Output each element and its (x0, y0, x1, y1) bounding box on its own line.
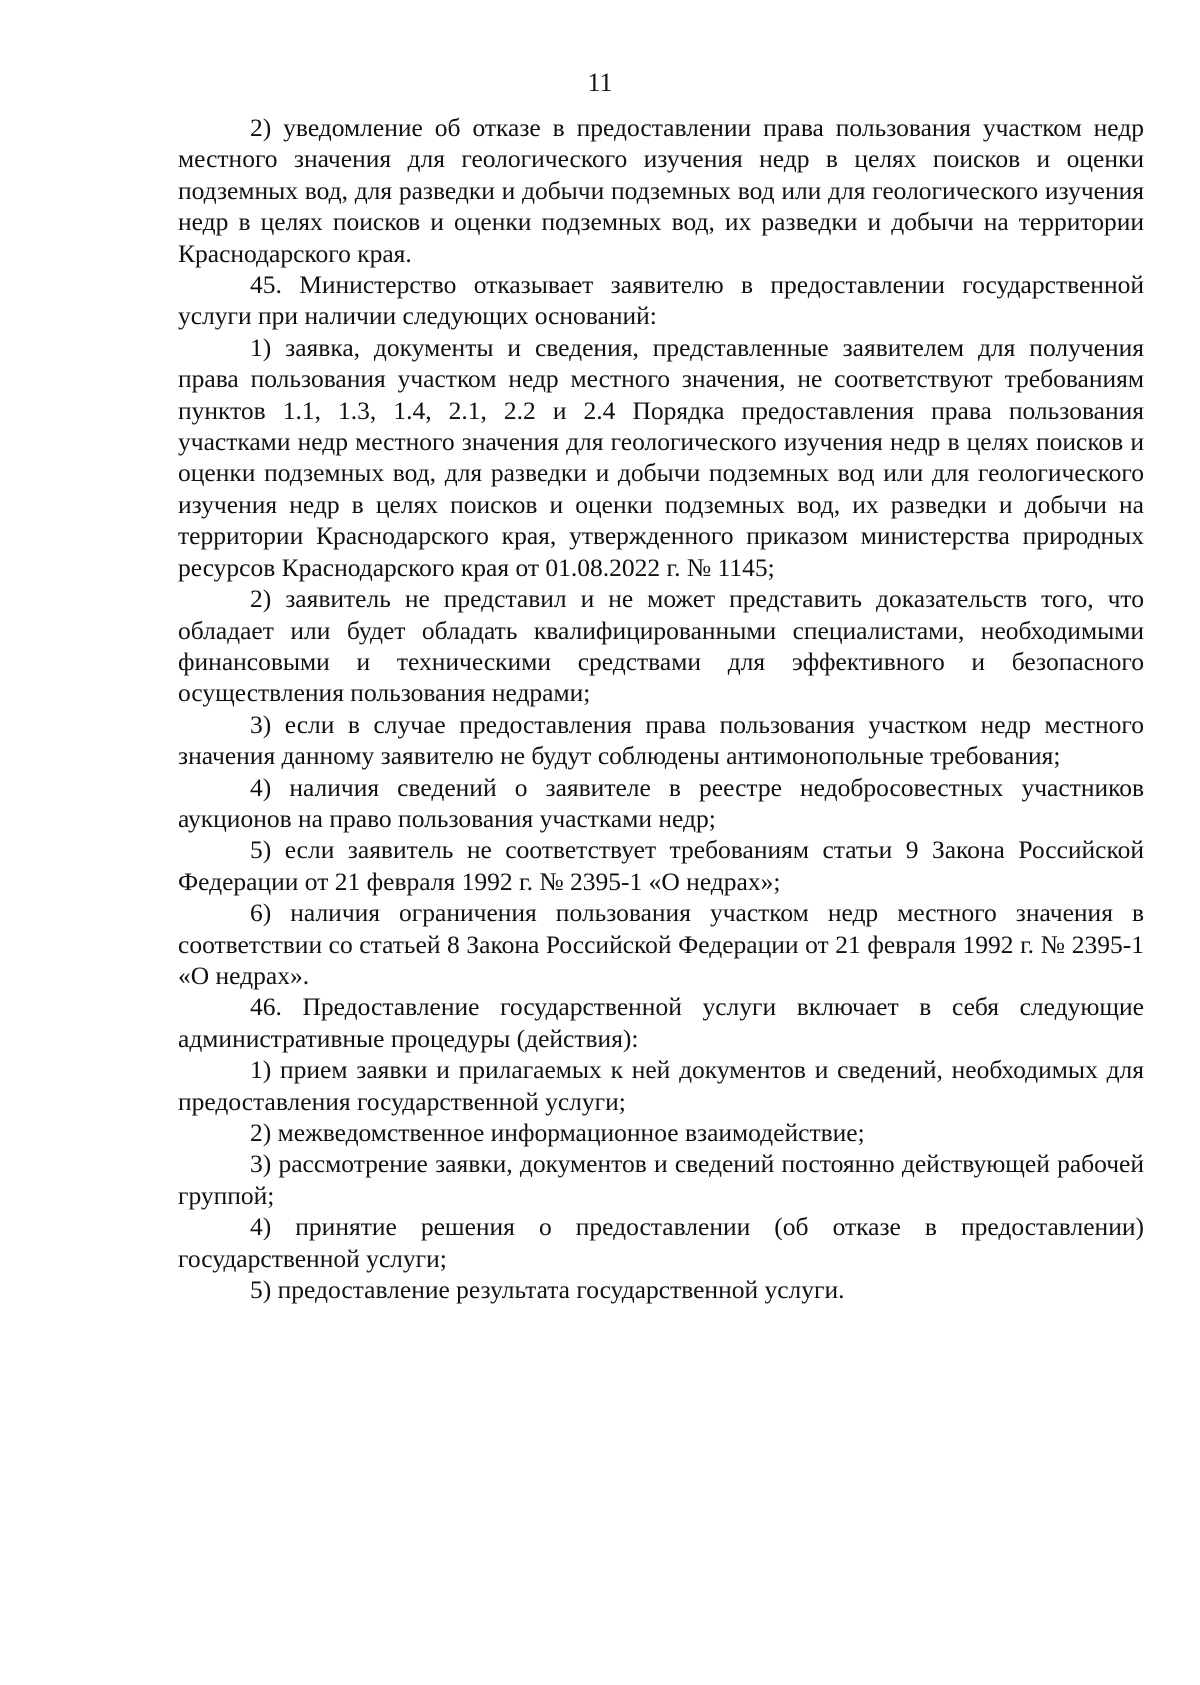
paragraph-46-item-3: 3) рассмотрение заявки, документов и сведений постоянно действующей рабочей группой; (178, 1149, 1144, 1210)
paragraph-45-item-6: 6) наличия ограничения пользования участком недр местного значения в соответствии со статьей 8 Закона Российской Федерации от 21 февраля 1992 г. № 2395-1 «О недрах». (178, 898, 1144, 990)
paragraph-46: 46. Предоставление государственной услуги включает в себя следующие административные процедуры (действия): (178, 992, 1144, 1053)
paragraph-45-item-5: 5) если заявитель не соответствует требованиям статьи 9 Закона Российской Федерации от 21 февраля 1992 г. № 2395-1 «О недрах»; (178, 835, 1144, 896)
paragraph-45: 45. Министерство отказывает заявителю в предоставлении государственной услуги при наличии следующих оснований: (178, 270, 1144, 331)
document-body (178, 112, 1144, 1305)
paragraph-46-item-4: 4) принятие решения о предоставлении (об отказе в предоставлении) государственной услуги; (178, 1212, 1144, 1273)
paragraph-45-item-2: 2) заявитель не представил и не может представить доказательств того, что обладает или будет обладать квалифицированными специалистами, необходимыми финансовыми и техническими средствами для эффективного и безопасного осуществления пользования недрами; (178, 584, 1144, 708)
paragraph-45-item-4: 4) наличия сведений о заявителе в реестре недобросовестных участников аукционов на право пользования участками недр; (178, 772, 1144, 833)
paragraph-notice-of-refusal: 2) уведомление об отказе в предоставлении права пользования участком недр местного значения для геологического изучения недр в целях поисков и оценки подземных вод, для разведки и добычи подземных вод или для геологического изучения недр в целях поисков и оценки подземных вод, их разведки и добычи на территории Краснодарского края. (178, 113, 1144, 268)
paragraph-46-item-5: 5) предоставление результата государственной услуги. (250, 1275, 845, 1305)
paragraph-45-item-3: 3) если в случае предоставления права пользования участком недр местного значения данному заявителю не будут соблюдены антимонопольные требования; (178, 709, 1144, 771)
paragraph-46-item-2: 2) межведомственное информационное взаимодействие; (250, 1118, 865, 1147)
paragraph-45-item-1: 1) заявка, документы и сведения, представленные заявителем для получения права пользования участком недр местного значения, не соответствуют требованиям пунктов 1.1, 1.3, 1.4, 2.1, 2.2 и 2.4 Порядка предоставления права пользования участками недр местного значения для геологического изучения недр в целях поисков и оценки подземных вод, для разведки и добычи подземных вод или для геологического изучения недр в целях поисков и оценки подземных вод, их разведки и добычи на территории Краснодарского края, утвержденного приказом министерства природных ресурсов Краснодарского края от 01.08.2022 г. № 1145; (178, 332, 1144, 582)
page-number: 11 (587, 68, 613, 97)
paragraph-46-item-1: 1) прием заявки и прилагаемых к ней документов и сведений, необходимых для предоставления государственной услуги; (178, 1055, 1144, 1116)
